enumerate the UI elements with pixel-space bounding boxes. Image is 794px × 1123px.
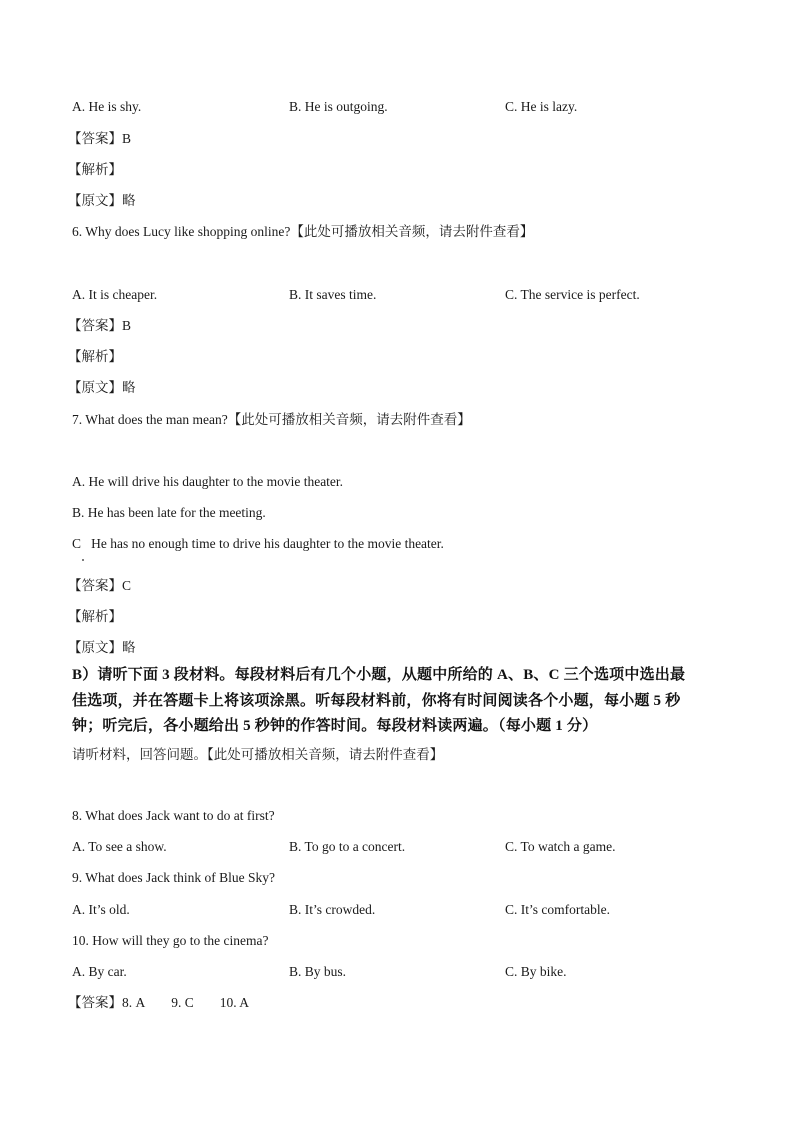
original-value: 略 bbox=[122, 380, 136, 395]
q6-analysis bbox=[68, 347, 122, 367]
q8-option-b: B. To go to a concert. bbox=[289, 839, 406, 854]
q7-analysis bbox=[68, 607, 122, 627]
answer-label: 【答案】 bbox=[68, 995, 122, 1010]
q6-option-c: C. The service is perfect. bbox=[505, 287, 640, 302]
section-b-prompt: 请听材料，回答问题。【此处可播放相关音频，请去附件查看】 bbox=[72, 747, 444, 762]
q10-option-a: A. By car. bbox=[72, 964, 127, 979]
q6-option-b: B. It saves time. bbox=[289, 287, 377, 302]
q7-option-b: B. He has been late for the meeting. bbox=[72, 505, 266, 520]
analysis-label: 【解析】 bbox=[68, 609, 122, 624]
q9-option-c: C. It’s comfortable. bbox=[505, 902, 610, 917]
answer-label: 【答案】 bbox=[68, 131, 122, 146]
answer-value: B bbox=[122, 131, 132, 146]
q6-question: 6. Why does Lucy like shopping online?【此处可播放相关音频，请去附件查看】 bbox=[72, 224, 534, 239]
q10-question: 10. How will they go to the cinema? bbox=[72, 933, 269, 948]
original-label: 【原文】 bbox=[68, 640, 122, 655]
q5-answer bbox=[68, 129, 132, 149]
answer-10: 10. A bbox=[219, 995, 250, 1010]
section-b-instruction-line-1: B）请听下面 3 段材料。每段材料后有几个小题，从题中所给的 A、B、C 三个选项中选出最 bbox=[72, 667, 686, 683]
answer-9: 9. C bbox=[171, 995, 194, 1010]
q8-option-c: C. To watch a game. bbox=[505, 839, 616, 854]
analysis-label: 【解析】 bbox=[68, 349, 122, 364]
answer-value: C bbox=[122, 578, 132, 593]
q6-original bbox=[68, 378, 136, 398]
q6-answer bbox=[68, 316, 132, 336]
section-b-instruction-line-3: 钟；听完后，各小题给出 5 秒钟的作答时间。每段材料读两遍。（每小题 1 分） bbox=[72, 718, 598, 734]
q9-option-a: A. It’s old. bbox=[72, 902, 130, 917]
q9-option-b: B. It’s crowded. bbox=[289, 902, 376, 917]
q9-question: 9. What does Jack think of Blue Sky? bbox=[72, 870, 275, 885]
q5-original bbox=[68, 191, 136, 211]
section-b-instruction-line-2: 佳选项，并在答题卡上将该项涂黑。听每段材料前，你将有时间阅读各个小题，每小题 5 秒 bbox=[72, 693, 681, 709]
q10-option-b: B. By bus. bbox=[289, 964, 347, 979]
answer-label: 【答案】 bbox=[68, 318, 122, 333]
q7-question: 7. What does the man mean?【此处可播放相关音频，请去附件查看】 bbox=[72, 412, 471, 427]
q5-option-a: A. He is shy. bbox=[72, 99, 142, 114]
q7-answer bbox=[68, 576, 132, 596]
q6-option-a: A. It is cheaper. bbox=[72, 287, 158, 302]
original-value: 略 bbox=[122, 193, 136, 208]
answers-8-10 bbox=[68, 993, 250, 1013]
q7-original bbox=[68, 638, 136, 658]
answer-label: 【答案】 bbox=[68, 578, 122, 593]
analysis-label: 【解析】 bbox=[68, 162, 122, 177]
original-value: 略 bbox=[122, 640, 136, 655]
answer-value: B bbox=[122, 318, 132, 333]
original-label: 【原文】 bbox=[68, 380, 122, 395]
q7-option-c: C He has no enough time to drive his daughter to the movie theater. bbox=[72, 536, 444, 551]
answer-8: 8. A bbox=[122, 995, 146, 1010]
q5-option-c: C. He is lazy. bbox=[505, 99, 578, 114]
stray-dot bbox=[82, 559, 84, 561]
q10-option-c: C. By bike. bbox=[505, 964, 567, 979]
original-label: 【原文】 bbox=[68, 193, 122, 208]
q8-option-a: A. To see a show. bbox=[72, 839, 167, 854]
q5-analysis bbox=[68, 160, 122, 180]
q8-question: 8. What does Jack want to do at first? bbox=[72, 808, 275, 823]
q5-option-b: B. He is outgoing. bbox=[289, 99, 388, 114]
q7-option-a: A. He will drive his daughter to the movie theater. bbox=[72, 474, 344, 489]
